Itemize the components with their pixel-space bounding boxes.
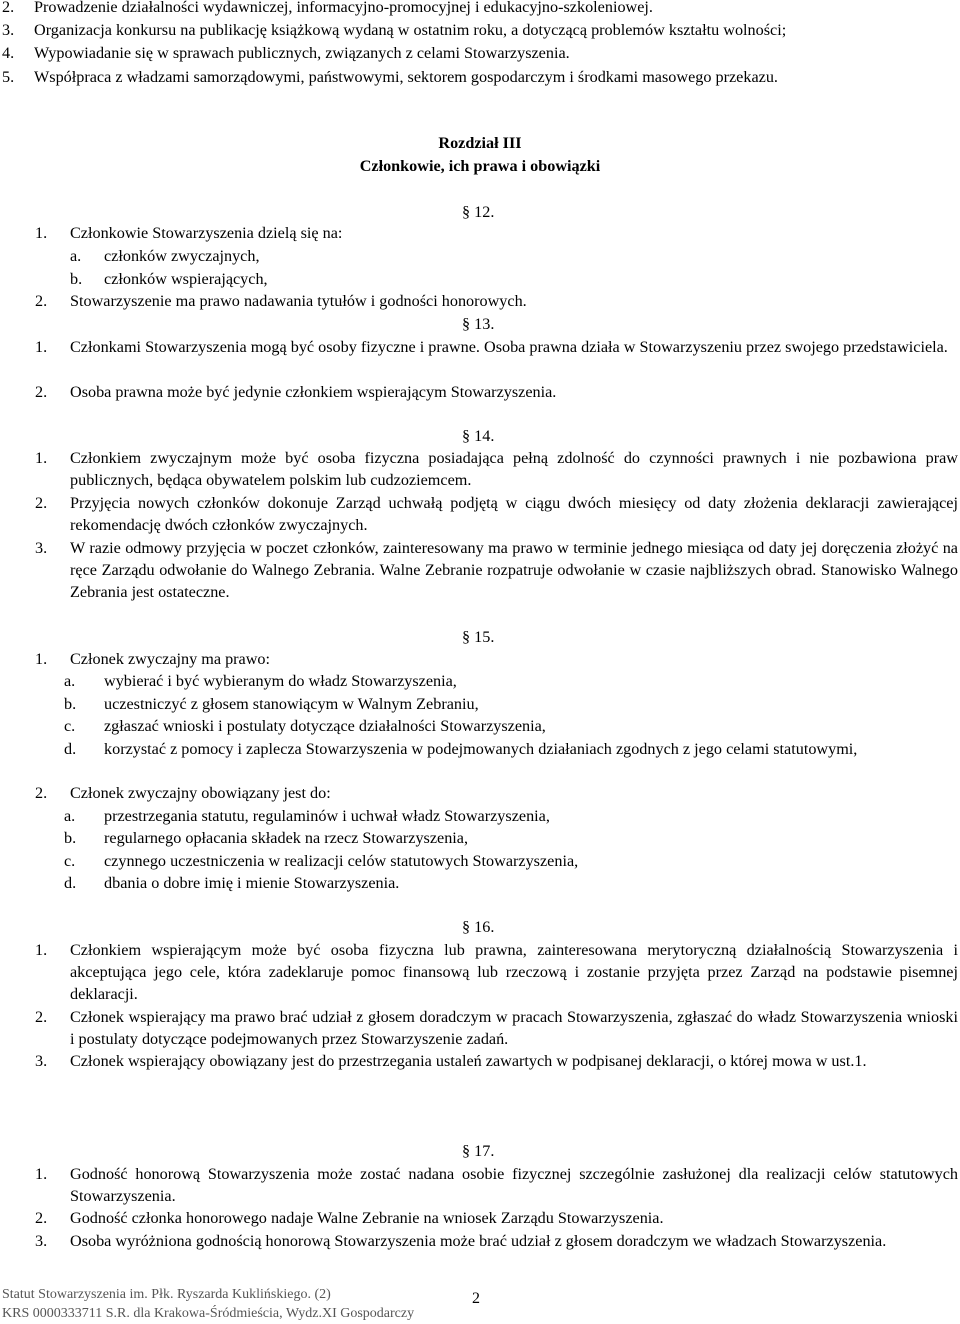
item-text: członków zwyczajnych, (104, 247, 260, 265)
footer-line-1: Statut Stowarzyszenia im. Płk. Ryszarda Kuklińskiego. (2) (2, 1287, 331, 1302)
item-text: wybierać i być wybieranym do władz Stowarzyszenia, (104, 672, 457, 690)
paragraph-13-heading: § 13. (462, 315, 495, 333)
chapter-title: Rozdział III (438, 134, 522, 152)
item-letter: c. (64, 717, 76, 735)
footer-line-2: KRS 0000333711 S.R. dla Krakowa-Śródmieścia, Wydz.XI Gospodarczy (2, 1306, 415, 1321)
list-number: 4. (2, 44, 15, 62)
item-letter: a. (64, 807, 76, 825)
item-letter: a. (64, 672, 76, 690)
item-text: przestrzegania statutu, regulaminów i uchwał władz Stowarzyszenia, (104, 807, 550, 825)
item-letter: b. (64, 829, 77, 847)
list-item: Prowadzenie działalności wydawniczej, informacyjno-promocyjnej i edukacyjno-szkoleniowej. (34, 0, 653, 16)
item-number: 2. (35, 292, 48, 310)
item-text: Członek wspierający obowiązany jest do przestrzegania ustaleń zawartych w podpisanej deklaracji, o której mowa w ust.1. (70, 1052, 867, 1070)
item-letter: c. (64, 852, 76, 870)
paragraph-15-heading: § 15. (462, 628, 495, 646)
item-text: Członkami Stowarzyszenia mogą być osoby fizyczne i prawne. Osoba prawna działa w Stowarzyszeniu przez swojego przedstawiciela. (70, 338, 948, 356)
item-letter: d. (64, 874, 77, 892)
item-letter: b. (70, 270, 83, 288)
item-number: 3. (35, 539, 48, 557)
item-text: Członkiem wspierającym może być osoba fizyczna lub prawna, zainteresowana merytoryczną działalnością Stowarzyszenia i akceptująca jego cele, która zadeklaruje pomoc finansową lub rzeczową i zostanie przyjęta przez Zarząd na podstawie pisemnej deklaracji. (70, 941, 958, 1003)
item-text: Członek wspierający ma prawo brać udział z głosem doradczym w pracach Stowarzyszenia, zgłaszać do władz Stowarzyszenia wnioski i postulaty dotyczące podejmowanych przez Stowarzyszenie zadań. (70, 1008, 958, 1048)
item-text: W razie odmowy przyjęcia w poczet członków, zainteresowany ma prawo w terminie jednego miesiąca od daty jej doręczenia złożyć na ręce Zarządu odwołanie do Walnego Zebrania. Walne Zebranie rozpatruje odwołanie w czasie najbliższych obrad. Stanowisko Walnego Zebrania jest ostateczne. (70, 539, 958, 601)
item-number: 2. (35, 1209, 48, 1227)
item-number: 1. (35, 449, 48, 467)
item-letter: a. (70, 247, 82, 265)
list-item: Wypowiadanie się w sprawach publicznych, związanych z celami Stowarzyszenia. (34, 44, 570, 62)
item-number: 1. (35, 650, 48, 668)
item-text: korzystać z pomocy i zaplecza Stowarzyszenia w podejmowanych działaniach zgodnych z jego celami statutowymi, (104, 740, 858, 758)
chapter-subtitle: Członkowie, ich prawa i obowiązki (359, 157, 601, 175)
list-item: Współpraca z władzami samorządowymi, państwowymi, sektorem gospodarczym i środkami masowego przekazu. (34, 68, 778, 86)
list-number: 3. (2, 21, 15, 39)
item-number: 1. (35, 224, 48, 242)
item-text: Stowarzyszenie ma prawo nadawania tytułów i godności honorowych. (70, 292, 527, 310)
paragraph-16-heading: § 16. (462, 918, 495, 936)
paragraph-14-heading: § 14. (462, 427, 495, 445)
item-text: Godność honorową Stowarzyszenia może zostać nadana osobie fizycznej szczególnie zasłużonej dla realizacji celów statutowych Stowarzyszenia. (70, 1165, 958, 1205)
item-text: dbania o dobre imię i mienie Stowarzyszenia. (104, 874, 400, 892)
paragraph-12-heading: § 12. (462, 203, 495, 221)
item-number: 2. (35, 494, 48, 512)
list-number: 5. (2, 68, 15, 86)
item-text: Członkowie Stowarzyszenia dzielą się na: (70, 224, 343, 242)
item-letter: b. (64, 695, 77, 713)
item-letter: d. (64, 740, 77, 758)
item-text: Członek zwyczajny ma prawo: (70, 650, 271, 668)
list-item: Organizacja konkursu na publikację książkową wydaną w ostatnim roku, a dotyczącą problemów kształtu wolności; (34, 21, 787, 39)
item-number: 2. (35, 383, 48, 401)
item-text: Członkiem zwyczajnym może być osoba fizyczna posiadająca pełną zdolność do czynności prawnych i nie pozbawiona praw publicznych, będąca obywatelem polskim lub cudzoziemcem. (70, 449, 958, 489)
item-number: 2. (35, 1008, 48, 1026)
item-number: 1. (35, 1165, 48, 1183)
item-number: 2. (35, 784, 48, 802)
item-text: Godność członka honorowego nadaje Walne Zebranie na wniosek Zarządu Stowarzyszenia. (70, 1209, 664, 1227)
item-text: regularnego opłacania składek na rzecz Stowarzyszenia, (104, 829, 469, 847)
page-number: 2 (472, 1290, 480, 1307)
item-text: Osoba prawna może być jedynie członkiem wspierającym Stowarzyszenia. (70, 383, 557, 401)
item-text: uczestniczyć z głosem stanowiącym w Walnym Zebraniu, (104, 695, 479, 713)
item-number: 1. (35, 338, 48, 356)
item-text: zgłaszać wnioski i postulaty dotyczące działalności Stowarzyszenia, (104, 717, 546, 735)
item-number: 3. (35, 1052, 48, 1070)
list-number: 2. (2, 0, 15, 16)
item-text: Osoba wyróżniona godnością honorową Stowarzyszenia może brać udział z głosem doradczym we władzach Stowarzyszenia. (70, 1232, 887, 1250)
item-number: 1. (35, 941, 48, 959)
item-number: 3. (35, 1232, 48, 1250)
item-text: członków wspierających, (104, 270, 268, 288)
paragraph-17-heading: § 17. (462, 1142, 495, 1160)
item-text: Członek zwyczajny obowiązany jest do: (70, 784, 331, 802)
item-text: czynnego uczestniczenia w realizacji celów statutowych Stowarzyszenia, (104, 852, 579, 870)
item-text: Przyjęcia nowych członków dokonuje Zarząd uchwałą podjętą w ciągu dwóch miesięcy od daty złożenia deklaracji zawierającej rekomendację dwóch członków zwyczajnych. (70, 494, 958, 534)
